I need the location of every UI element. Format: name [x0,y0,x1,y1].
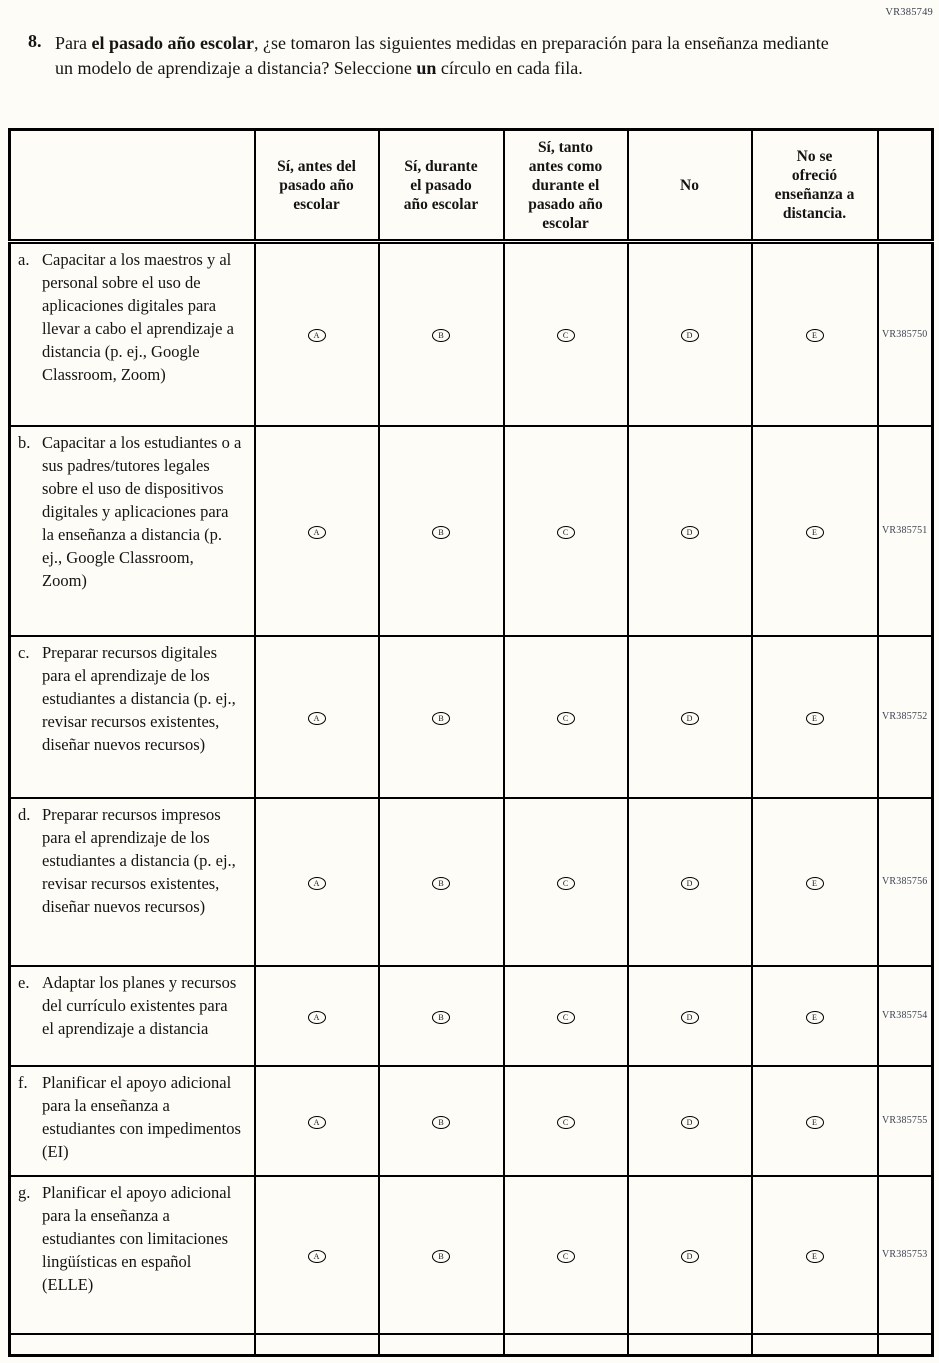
answer-bubble-e-b[interactable]: B [432,1011,450,1024]
answer-bubble-g-b[interactable]: B [432,1250,450,1263]
header-line: enseñanza a [774,186,855,203]
row-code: VR385752 [878,636,933,798]
row-text: Preparar recursos impresos para el aprendizaje de los estudiantes a distancia (p. ej., revisar recursos existentes, diseñar nuevos recursos) [42,804,236,916]
option-cell-d-b [379,798,504,966]
answer-bubble-d-b[interactable]: B [432,877,450,890]
option-column-header [255,130,379,242]
answer-bubble-e-e[interactable]: E [806,1011,824,1024]
option-cell-a-b [379,242,504,426]
row-code: VR385756 [878,798,933,966]
option-cell-b-b [379,426,504,636]
grid-header-row [10,130,933,242]
answer-bubble-g-d[interactable]: D [681,1250,699,1263]
answer-bubble-a-c[interactable]: C [557,329,575,342]
cutoff-cell [255,1334,379,1356]
row-text: Planificar el apoyo adicional para la enseñanza a estudiantes con limitaciones lingüísticas en español (ELLE) [42,1182,232,1294]
header-line: pasado año [279,176,354,194]
option-cell-e-c [504,966,628,1066]
header-line: pasado año [528,195,603,213]
answer-bubble-d-d[interactable]: D [681,877,699,890]
answer-bubble-e-a[interactable]: A [308,1011,326,1024]
option-cell-g-b [379,1176,504,1334]
row-stem-inner [18,641,248,756]
option-cell-g-d [628,1176,752,1334]
code-column-header [878,130,933,242]
row-stem-inner [18,1181,248,1296]
row-letter: c. [18,642,30,662]
row-stem-inner [18,1071,248,1163]
answer-bubble-b-a[interactable]: A [308,526,326,539]
option-cell-f-d [628,1066,752,1176]
header-line: antes como [528,157,603,175]
option-cell-e-d [628,966,752,1066]
row-label-column-header [10,130,255,242]
header-line: durante el [531,176,600,194]
row-stem-d [10,798,255,966]
option-cell-g-e [752,1176,878,1334]
option-cell-a-c [504,242,628,426]
answer-bubble-d-c[interactable]: C [557,877,575,890]
answer-bubble-f-c[interactable]: C [557,1116,575,1129]
answer-bubble-c-a[interactable]: A [308,712,326,725]
row-stem-c [10,636,255,798]
row-text: Capacitar a los maestros y al personal sobre el uso de aplicaciones digitales para llevar a cabo el aprendizaje a distancia (p. ej., Google Classroom, Zoom) [42,250,234,384]
answer-bubble-a-e[interactable]: E [806,329,824,342]
table-row-f [10,1066,933,1176]
option-cell-g-c [504,1176,628,1334]
answer-bubble-b-c[interactable]: C [557,526,575,539]
row-letter: a. [18,250,30,269]
option-cell-c-b [379,636,504,798]
row-letter: b. [18,432,31,452]
question-text-run: Para [55,33,92,53]
option-cell-b-c [504,426,628,636]
table-row-a [10,242,933,426]
option-column-header [752,130,878,242]
header-line: escolar [293,195,340,213]
row-code: VR385755 [878,1066,933,1176]
option-cell-d-d [628,798,752,966]
answer-bubble-e-d[interactable]: D [681,1011,699,1024]
option-cell-b-d [628,426,752,636]
response-grid [8,128,934,1357]
row-text: Capacitar a los estudiantes o a sus padres/tutores legales sobre el uso de dispositivos digitales y aplicaciones para la enseñanza a distancia (p. ej., Google Classroom, Zoom) [42,432,242,590]
option-cell-d-e [752,798,878,966]
header-line: año escolar [403,195,479,213]
header-line: Sí, tanto [537,138,594,156]
question-text-run: el pasado año escolar [91,33,254,53]
row-stem-inner [18,431,248,592]
option-cell-f-c [504,1066,628,1176]
row-stem-b [10,426,255,636]
answer-bubble-a-d[interactable]: D [681,329,699,342]
row-code: VR385750 [878,242,933,426]
option-cell-b-e [752,426,878,636]
option-cell-b-a [255,426,379,636]
cutoff-cell [379,1334,504,1356]
option-cell-e-b [379,966,504,1066]
row-stem-inner [18,971,248,1040]
question-number: 8. [28,31,42,51]
row-text: Planificar el apoyo adicional para la enseñanza a estudiantes con impedimentos (EI) [42,1072,241,1161]
option-cell-e-e [752,966,878,1066]
cutoff-cell [10,1334,255,1356]
answer-bubble-d-a[interactable]: A [308,877,326,890]
row-text: Preparar recursos digitales para el aprendizaje de los estudiantes a distancia (p. ej., revisar recursos existentes, diseñar nuevos recursos) [42,642,236,754]
row-stem-g [10,1176,255,1334]
answer-bubble-d-e[interactable]: E [806,877,824,890]
row-letter: e. [18,972,30,992]
cutoff-cell [504,1334,628,1356]
option-cell-c-c [504,636,628,798]
row-letter: g. [18,1182,31,1202]
cutoff-cell [752,1334,878,1356]
answer-bubble-g-c[interactable]: C [557,1250,575,1263]
next-row-cutoff [10,1334,933,1356]
table-row-c [10,636,933,798]
header-line: el pasado [410,176,472,194]
row-letter: f. [18,1072,28,1092]
option-cell-a-a [255,242,379,426]
option-cell-g-a [255,1176,379,1334]
header-line: escolar [542,214,589,232]
answer-bubble-f-a[interactable]: A [308,1116,326,1129]
option-cell-d-a [255,798,379,966]
option-column-header [628,130,752,242]
answer-bubble-c-b[interactable]: B [432,712,450,725]
table-row-e [10,966,933,1066]
answer-bubble-c-e[interactable]: E [806,712,824,725]
option-cell-c-d [628,636,752,798]
question-text [55,31,837,80]
row-stem-a [10,242,255,426]
answer-bubble-b-e[interactable]: E [806,526,824,539]
row-stem-inner [18,248,248,386]
answer-bubble-c-c[interactable]: C [557,712,575,725]
option-cell-f-a [255,1066,379,1176]
header-line: No [680,176,699,194]
answer-bubble-g-a[interactable]: A [308,1250,326,1263]
table-row-g [10,1176,933,1334]
answer-bubble-b-b[interactable]: B [432,526,450,539]
header-line: ofreció [791,167,838,184]
row-stem-inner [18,803,248,918]
header-line: No se [796,148,833,165]
option-cell-f-b [379,1066,504,1176]
option-cell-a-e [752,242,878,426]
answer-bubble-a-a[interactable]: A [308,329,326,342]
row-letter: d. [18,804,31,824]
answer-bubble-f-e[interactable]: E [806,1116,824,1129]
question-text-run: círculo en cada fila. [436,57,583,78]
question-text-run: , ¿se tomaron las siguientes medidas en preparación para la enseñanza mediante un modelo de aprendizaje a distancia? Seleccione [55,33,829,78]
answer-bubble-f-d[interactable]: D [681,1116,699,1129]
question-8 [28,31,837,80]
row-text: Adaptar los planes y recursos del currículo existentes para el aprendizaje a distancia [42,972,237,1038]
row-stem-e [10,966,255,1066]
header-line: distancia. [782,205,847,222]
answer-bubble-b-d[interactable]: D [681,526,699,539]
cutoff-cell [628,1334,752,1356]
header-line: Sí, antes del [277,157,356,175]
row-code: VR385753 [878,1176,933,1334]
option-cell-c-a [255,636,379,798]
row-stem-f [10,1066,255,1176]
cutoff-cell [878,1334,933,1356]
option-column-header [504,130,628,242]
question-text-run: un [416,57,437,78]
table-row-d [10,798,933,966]
answer-bubble-g-e[interactable]: E [806,1250,824,1263]
header-line: Sí, durante [404,157,478,175]
row-code: VR385751 [878,426,933,636]
option-cell-c-e [752,636,878,798]
table-row-b [10,426,933,636]
page-code: VR385749 [885,7,933,18]
option-column-header [379,130,504,242]
option-cell-e-a [255,966,379,1066]
answer-bubble-c-d[interactable]: D [681,712,699,725]
row-code: VR385754 [878,966,933,1066]
answer-bubble-a-b[interactable]: B [432,329,450,342]
option-cell-a-d [628,242,752,426]
option-cell-d-c [504,798,628,966]
answer-bubble-e-c[interactable]: C [557,1011,575,1024]
answer-bubble-f-b[interactable]: B [432,1116,450,1129]
option-cell-f-e [752,1066,878,1176]
